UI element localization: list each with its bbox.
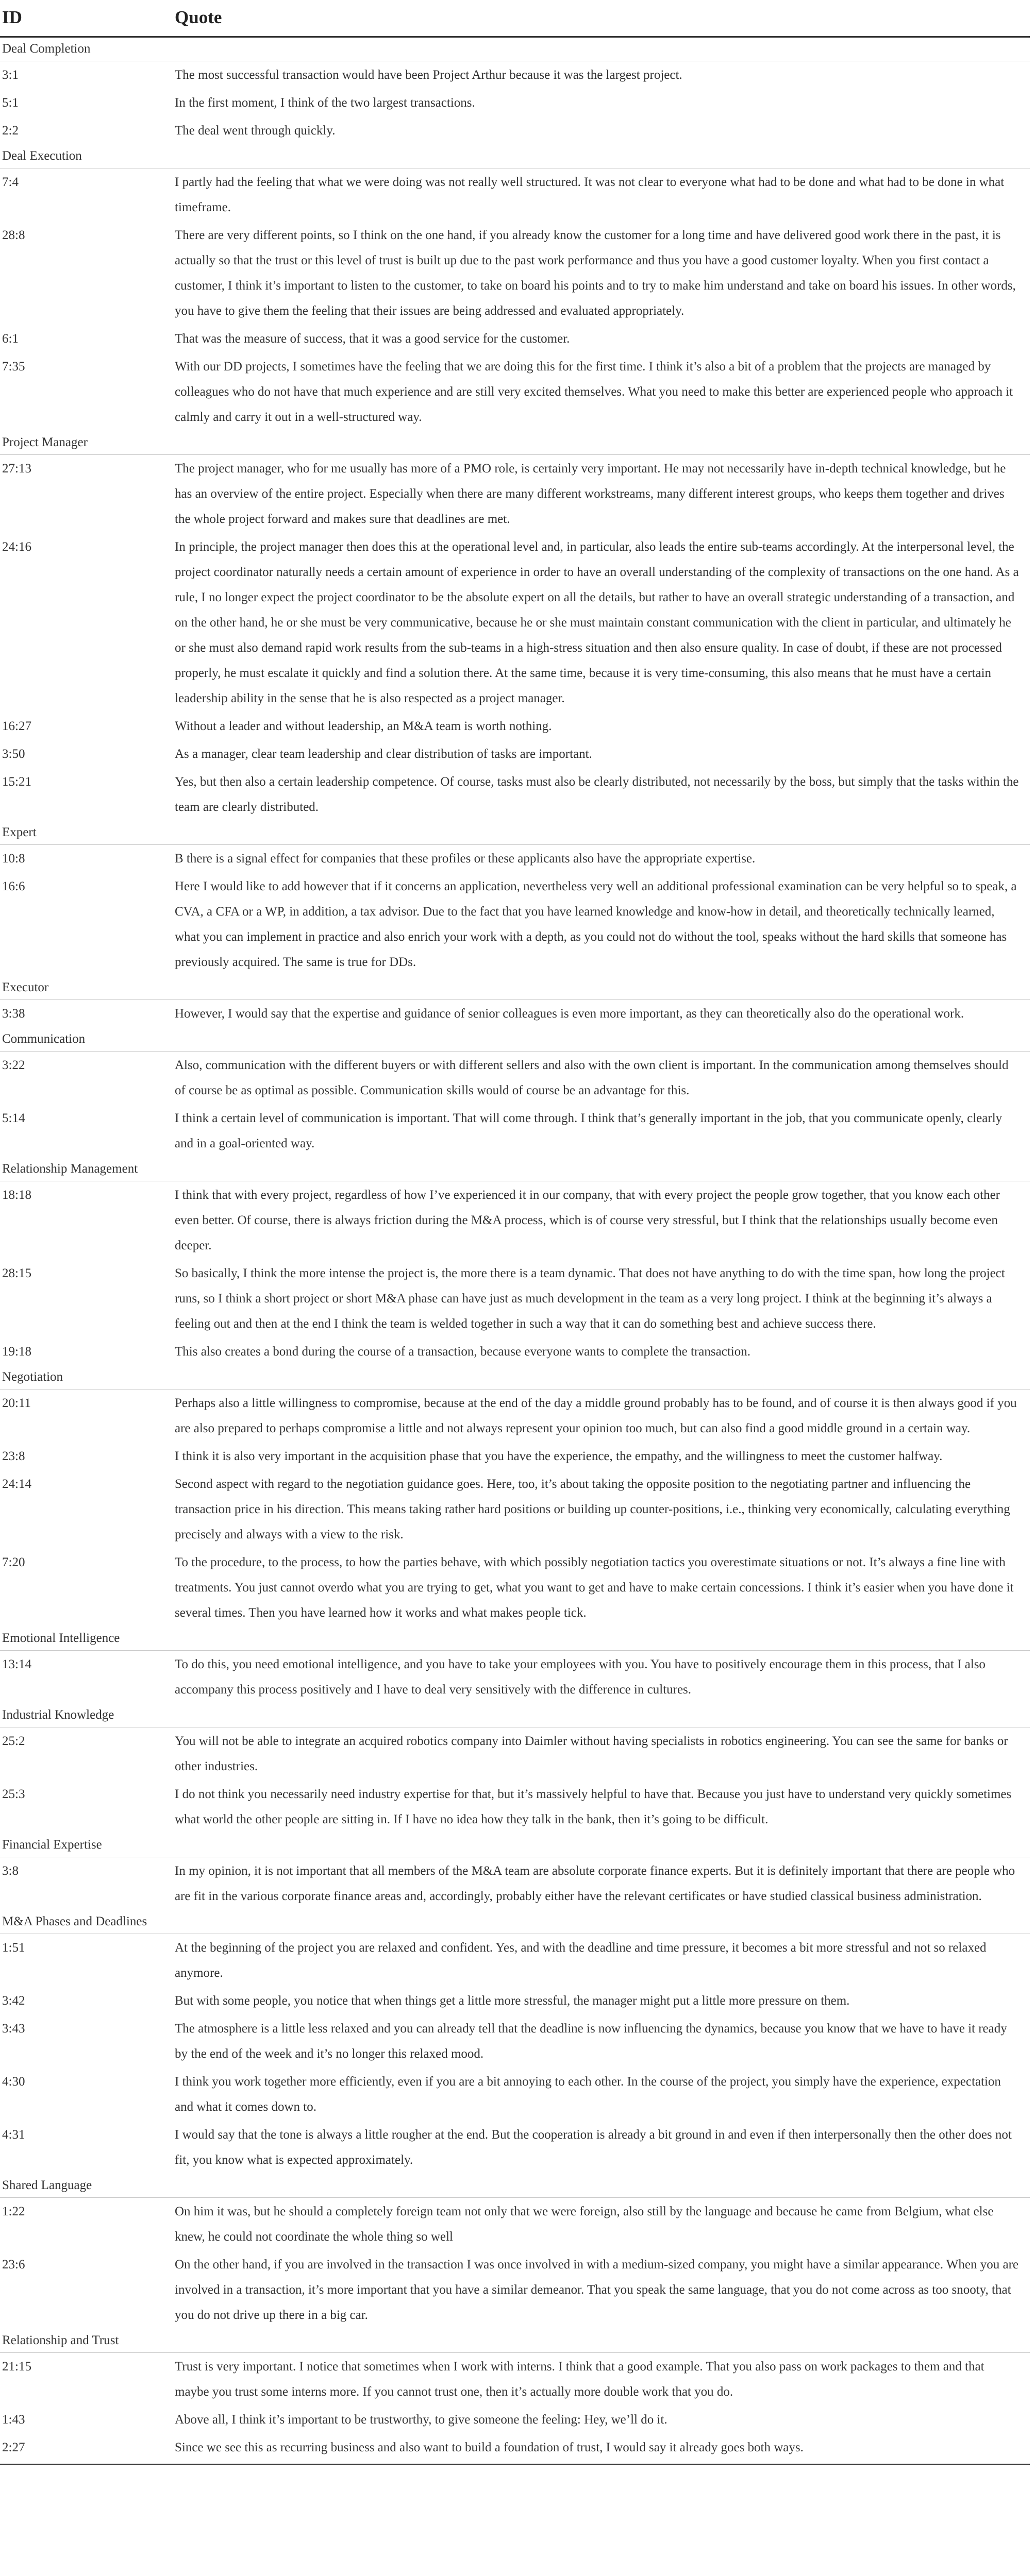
table-row — [0, 1000, 1030, 1028]
quote-text: But with some people, you notice that when things get a little more stressful, the manager might put a little more pressure on them. — [175, 1994, 850, 2008]
quote-text: Yes, but then also a certain leadership competence. Of course, tasks must also be clearly distributed, not necessarily by the boss, but simply that the tasks within the team are clearly distributed. — [175, 775, 1019, 814]
section-title: Project Manager — [0, 431, 1030, 455]
quote-text: The project manager, who for me usually has more of a PMO role, is certainly very important. He may not necessarily have in-depth technical knowledge, but he has an overview of the entire project. Especially when there are many different workstreams, many different interest groups, who keeps them together and drives the whole project forward and makes sure that deadlines are met. — [175, 462, 1006, 526]
section-row — [0, 1834, 1030, 1857]
section-title: Industrial Knowledge — [0, 1704, 1030, 1727]
table-row — [0, 2121, 1030, 2174]
quote-text: So basically, I think the more intense the project is, the more there is a team dynamic. That does not have anything to do with the time span, how long the project runs, so I think a short project or short M&A phase can have just as much development in the team as a very long project. I think at the beginning it’s always a feeling out and then at the end I think the team is welded together in such a way that it can do something best and achieve success there. — [175, 1266, 1005, 1331]
quote-text: I partly had the feeling that what we were doing was not really well structured. It was not clear to everyone what had to be done and what had to be done in what timeframe. — [175, 175, 1005, 214]
quote-id: 16:27 — [2, 719, 31, 733]
quote-text: The deal went through quickly. — [175, 124, 336, 138]
table-row — [0, 2068, 1030, 2121]
quote-text: The most successful transaction would have been Project Arthur because it was the largest project. — [175, 68, 682, 82]
section-title: Relationship and Trust — [0, 2329, 1030, 2353]
section-title: Deal Completion — [0, 37, 1030, 61]
quote-id: 6:1 — [2, 332, 19, 346]
quote-id: 1:22 — [2, 2205, 25, 2218]
quote-text: Since we see this as recurring business and also want to build a foundation of trust, I would say it already goes both ways. — [175, 2441, 804, 2454]
column-header-id: ID — [0, 0, 175, 37]
table-row — [0, 1443, 1030, 1470]
table-row — [0, 222, 1030, 325]
quote-id: 28:15 — [2, 1266, 31, 1280]
quote-id: 15:21 — [2, 775, 31, 789]
quote-id: 16:6 — [2, 879, 25, 893]
quote-id: 3:38 — [2, 1007, 25, 1021]
quote-id: 7:35 — [2, 360, 25, 374]
quote-text: On the other hand, if you are involved in the transaction I was once involved in with a medium-sized company, you might have a similar appearance. When you are involved in a transaction, it’s more important that you have a similar demeanor. That you speak the same language, that you do not come across as too snooty, that you do not drive up there in a big car. — [175, 2258, 1019, 2322]
quote-text: On him it was, but he should a completely foreign team not only that we were foreign, also still by the language and because he came from Belgium, what else knew, he could not coordinate the whole thing so well — [175, 2205, 994, 2244]
table-row — [0, 1651, 1030, 1704]
table-row — [0, 1260, 1030, 1338]
quote-text: You will not be able to integrate an acquired robotics company into Daimler without having specialists in robotics engineering. You can see the same for banks or other industries. — [175, 1734, 1008, 1773]
quote-id: 4:30 — [2, 2075, 25, 2089]
quote-text: To the procedure, to the process, to how the parties behave, with which possibly negotiation tactics you overestimate situations or not. It’s always a fine line with treatments. You just cannot overdo what you are trying to get, what you want to get and have to make certain concessions. I think it’s easier when you have done it several times. Then you have learned how it works and what makes people tick. — [175, 1555, 1014, 1620]
quote-text: Above all, I think it’s important to be trustworthy, to give someone the feeling: Hey, we’ll do it. — [175, 2413, 667, 2427]
quote-text: At the beginning of the project you are relaxed and confident. Yes, and with the deadline and time pressure, it becomes a bit more stressful and not so relaxed anymore. — [175, 1941, 987, 1980]
quote-text: In my opinion, it is not important that all members of the M&A team are absolute corporate finance experts. But it is definitely important that there are people who are fit in the various corporate finance areas and, accordingly, probably either have the relevant certificates or have studied classical business administration. — [175, 1864, 1015, 1903]
quote-id: 25:3 — [2, 1787, 25, 1801]
quote-id: 20:11 — [2, 1396, 31, 1410]
quote-id: 25:2 — [2, 1734, 25, 1748]
quote-id: 28:8 — [2, 228, 25, 242]
section-title: Executor — [0, 976, 1030, 1000]
table-row — [0, 61, 1030, 90]
quote-text: Also, communication with the different buyers or with different sellers and also with the own client is important. In the communication among themselves should of course be as optimal as possible. Communication skills would of course be an advantage for this. — [175, 1058, 1009, 1097]
section-row — [0, 821, 1030, 845]
quote-text: I do not think you necessarily need industry expertise for that, but it’s massively helpful to have that. Because you just have to understand very quickly sometimes what world the other people are sitting in. If I have no idea how they talk in the bank, then it’s going to be difficult. — [175, 1787, 1012, 1826]
section-row — [0, 1028, 1030, 1052]
quote-text: In principle, the project manager then does this at the operational level and, in particular, also leads the entire sub-teams accordingly. At the interpersonal level, the project coordinator naturally needs a certain amount of experience in order to have an overall understanding of the complexity of transactions on the one hand. As a rule, I no longer expect the project coordinator to be the absolute expert on all the details, but rather to have an overall strategic understanding of a transaction, and on the other hand, he or she must be very communicative, because he or she must maintain constant communication with the client in particular, and ultimately he or she must also demand rapid work results from the sub-teams in a high-stress situation and then also ensure quality. In case of doubt, if these are not processed properly, he must escalate it quickly and find a solution there. At the same time, because it is very time-consuming, this also means that he must have a certain leadership ability in the sense that he is also respected as a project manager. — [175, 540, 1019, 705]
quote-id: 7:20 — [2, 1555, 25, 1569]
table-row — [0, 2251, 1030, 2329]
column-header-quote: Quote — [175, 0, 1030, 37]
quote-id: 1:51 — [2, 1941, 25, 1955]
section-row — [0, 145, 1030, 168]
section-row — [0, 1158, 1030, 1181]
table-row — [0, 353, 1030, 431]
section-row — [0, 976, 1030, 1000]
quote-text: However, I would say that the expertise and guidance of senior colleagues is even more important, as they can theoretically also do the operational work. — [175, 1007, 964, 1021]
table-row — [0, 1389, 1030, 1443]
section-row — [0, 1627, 1030, 1651]
quote-id: 21:15 — [2, 2360, 31, 2374]
quote-text: In the first moment, I think of the two largest transactions. — [175, 96, 475, 110]
quote-text: With our DD projects, I sometimes have the feeling that we are doing this for the first time. I think it’s also a bit of a problem that the projects are managed by colleagues who do not have that much experience and are still very excited themselves. What you need to make this better are experienced people who approach it calmly and carry it out in a well-structured way. — [175, 360, 1013, 424]
section-title: M&A Phases and Deadlines — [0, 1910, 1030, 1934]
quote-text: I think you work together more efficiently, even if you are a bit annoying to each other. In the course of the project, you simply have the experience, expectation and what it comes down to. — [175, 2075, 1001, 2114]
quote-text: There are very different points, so I think on the one hand, if you already know the customer for a long time and have delivered good work there in the past, it is actually so that the trust or this level of trust is built up due to the past work performance and thus you have a good customer loyalty. When you first contact a customer, I think it’s important to listen to the customer, to take on board his points and to try to make him understand and take on board his issues. In other words, you have to give them the feeling that their issues are being addressed and evaluated appropriately. — [175, 228, 1016, 318]
section-row — [0, 2174, 1030, 2198]
quote-text: That was the measure of success, that it was a good service for the customer. — [175, 332, 570, 346]
section-title: Expert — [0, 821, 1030, 845]
quote-id: 7:4 — [2, 175, 19, 189]
table-row — [0, 1105, 1030, 1158]
table-row — [0, 1181, 1030, 1260]
quote-id: 3:42 — [2, 1994, 25, 2008]
quote-text: Without a leader and without leadership, an M&A team is worth nothing. — [175, 719, 552, 733]
quote-id: 23:6 — [2, 2258, 25, 2272]
table-body — [0, 37, 1030, 2462]
quote-id: 4:31 — [2, 2128, 25, 2142]
table-row — [0, 1934, 1030, 1988]
section-row — [0, 37, 1030, 61]
table-row — [0, 2198, 1030, 2251]
table-row — [0, 713, 1030, 740]
quote-id: 13:14 — [2, 1657, 31, 1671]
quote-id: 18:18 — [2, 1188, 31, 1202]
quote-text: B there is a signal effect for companies that these profiles or these applicants also have the appropriate expertise. — [175, 852, 756, 866]
quote-id: 10:8 — [2, 852, 25, 866]
quote-id: 1:43 — [2, 2413, 25, 2427]
table-row — [0, 117, 1030, 145]
quote-id: 24:14 — [2, 1477, 31, 1491]
table-row — [0, 455, 1030, 534]
section-row — [0, 2329, 1030, 2353]
quote-text: This also creates a bond during the course of a transaction, because everyone wants to complete the transaction. — [175, 1345, 750, 1359]
table-row — [0, 1781, 1030, 1834]
quote-text: I would say that the tone is always a little rougher at the end. But the cooperation is already a bit ground in and even if then interpersonally then the other does not fit, you know what is expected approximately. — [175, 2128, 1012, 2167]
table-row — [0, 1857, 1030, 1911]
quote-text: The atmosphere is a little less relaxed and you can already tell that the deadline is now influencing the dynamics, because you know that we have to have it ready by the end of the week and it’s no longer this relaxed mood. — [175, 2022, 1007, 2061]
table-row — [0, 89, 1030, 117]
header-row — [0, 0, 1030, 37]
section-row — [0, 1704, 1030, 1727]
quote-text: Here I would like to add however that if it concerns an application, nevertheless very well an additional professional examination can be very helpful so to speak, a CVA, a CFA or a WP, in addition, a tax advisor. Due to the fact that you have learned knowledge and know-how in detail, and theoretically technically learned, what you can implement in practice and also enrich your work with a depth, as you could not do without the tool, speaks without the hard skills that someone has previously acquired. The same is true for DDs. — [175, 879, 1017, 969]
quote-id: 3:50 — [2, 747, 25, 761]
quote-id: 2:2 — [2, 124, 19, 138]
quote-id: 5:14 — [2, 1111, 25, 1125]
quote-id: 3:1 — [2, 68, 19, 82]
section-title: Negotiation — [0, 1366, 1030, 1389]
section-title: Deal Execution — [0, 145, 1030, 168]
section-title: Financial Expertise — [0, 1834, 1030, 1857]
quote-id: 27:13 — [2, 462, 31, 476]
table-row — [0, 873, 1030, 976]
quote-id: 24:16 — [2, 540, 31, 554]
table-row — [0, 768, 1030, 821]
section-title: Emotional Intelligence — [0, 1627, 1030, 1651]
section-title: Communication — [0, 1028, 1030, 1052]
quote-id: 3:43 — [2, 2022, 25, 2036]
section-title: Shared Language — [0, 2174, 1030, 2198]
table-bottom-rule — [0, 2464, 1030, 2465]
quote-text: As a manager, clear team leadership and clear distribution of tasks are important. — [175, 747, 592, 761]
quote-text: I think a certain level of communication is important. That will come through. I think that’s generally important in the job, that you communicate openly, clearly and in a goal-oriented way. — [175, 1111, 1003, 1150]
table-row — [0, 325, 1030, 353]
quote-text: Second aspect with regard to the negotiation guidance goes. Here, too, it’s about taking the opposite position to the negotiating partner and influencing the transaction price in his direction. This means taking rather hard positions or building up counter-positions, i.e., thinking very economically, calculating everything precisely and always with a view to the risk. — [175, 1477, 1010, 1541]
quote-id: 2:27 — [2, 2441, 25, 2454]
quote-text: To do this, you need emotional intelligence, and you have to take your employees with you. You have to positively encourage them in this process, that I also accompany this process positively and I have to deal very sensitively with the difference in cultures. — [175, 1657, 986, 1697]
quote-id: 23:8 — [2, 1449, 25, 1463]
quote-text: Trust is very important. I notice that sometimes when I work with interns. I think that a good example. That you also pass on work packages to them and that maybe you trust some interns more. If you cannot trust one, then it’s actually more double work that you do. — [175, 2360, 984, 2399]
table-row — [0, 168, 1030, 222]
section-row — [0, 1366, 1030, 1389]
table-row — [0, 533, 1030, 713]
quote-text: I think that with every project, regardless of how I’ve experienced it in our company, that with every project the people grow together, that you know each other even better. Of course, there is always friction during the M&A process, which is of course very stressful, but I think that the relationships usually become even deeper. — [175, 1188, 1000, 1252]
section-row — [0, 431, 1030, 455]
table-row — [0, 2015, 1030, 2068]
table-row — [0, 1549, 1030, 1627]
quote-id: 19:18 — [2, 1345, 31, 1359]
quote-id: 5:1 — [2, 96, 19, 110]
section-row — [0, 1910, 1030, 1934]
table-row — [0, 1727, 1030, 1781]
table-row — [0, 1987, 1030, 2015]
quote-id: 3:8 — [2, 1864, 19, 1878]
table-header — [0, 0, 1030, 37]
table-row — [0, 845, 1030, 873]
quote-text: Perhaps also a little willingness to compromise, because at the end of the day a middle ground probably has to be found, and of course it is then always good if you are also prepared to perhaps compromise a little and not always represent your opinion too much, but can also find a good middle ground in a certain way. — [175, 1396, 1017, 1435]
table-row — [0, 1338, 1030, 1366]
table-row — [0, 1470, 1030, 1549]
table-row — [0, 740, 1030, 768]
table-row — [0, 1052, 1030, 1105]
quote-text: I think it is also very important in the acquisition phase that you have the experience, the empathy, and the willingness to meet the customer halfway. — [175, 1449, 943, 1463]
table-row — [0, 2406, 1030, 2434]
quote-id: 3:22 — [2, 1058, 25, 1072]
section-title: Relationship Management — [0, 1158, 1030, 1181]
table-row — [0, 2434, 1030, 2462]
table-row — [0, 2353, 1030, 2406]
